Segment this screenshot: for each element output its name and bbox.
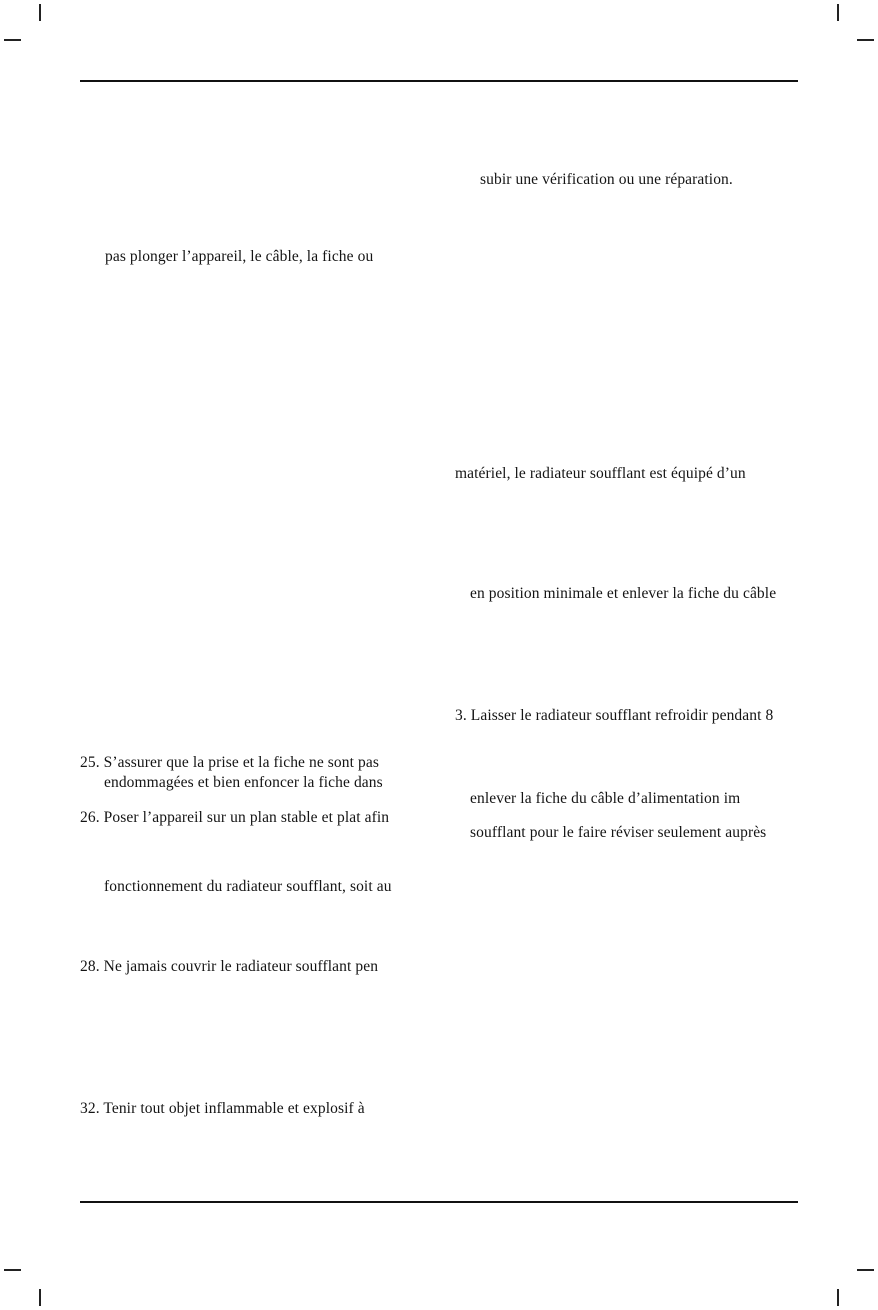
crop-mark-top-left-vertical xyxy=(39,4,41,21)
left-col-line: endommagées et bien enfoncer la fiche dans xyxy=(104,774,383,791)
top-rule xyxy=(80,80,798,82)
crop-mark-bottom-left-vertical xyxy=(39,1289,41,1306)
left-col-line: 26. Poser l’appareil sur un plan stable et plat afin xyxy=(80,809,390,826)
right-col-line: en position minimale et enlever la fiche du câble xyxy=(470,585,777,602)
right-col-line: matériel, le radiateur soufflant est équipé d’un xyxy=(455,465,746,482)
bottom-rule xyxy=(80,1201,798,1203)
right-col-line: subir une vérification ou une réparation. xyxy=(480,171,733,188)
crop-mark-top-right-horizontal xyxy=(857,39,874,41)
crop-mark-top-right-vertical xyxy=(837,4,839,21)
crop-mark-bottom-right-horizontal xyxy=(857,1269,874,1271)
right-col-line: 3. Laisser le radiateur soufflant refroidir pendant 8 xyxy=(455,707,774,724)
crop-mark-bottom-left-horizontal xyxy=(4,1269,21,1271)
left-col-line: pas plonger l’appareil, le câble, la fiche ou xyxy=(105,248,374,265)
right-col-line: enlever la fiche du câble d’alimentation im xyxy=(470,790,741,807)
left-col-line: fonctionnement du radiateur soufflant, soit au xyxy=(104,878,392,895)
left-col-line: 25. S’assurer que la prise et la fiche ne sont pas xyxy=(80,754,379,771)
left-col-line: 32. Tenir tout objet inflammable et explosif à xyxy=(80,1100,365,1117)
crop-mark-top-left-horizontal xyxy=(4,39,21,41)
right-col-line: soufflant pour le faire réviser seulement auprès xyxy=(470,824,767,841)
crop-mark-bottom-right-vertical xyxy=(837,1289,839,1306)
left-col-line: 28. Ne jamais couvrir le radiateur soufflant pen xyxy=(80,958,379,975)
